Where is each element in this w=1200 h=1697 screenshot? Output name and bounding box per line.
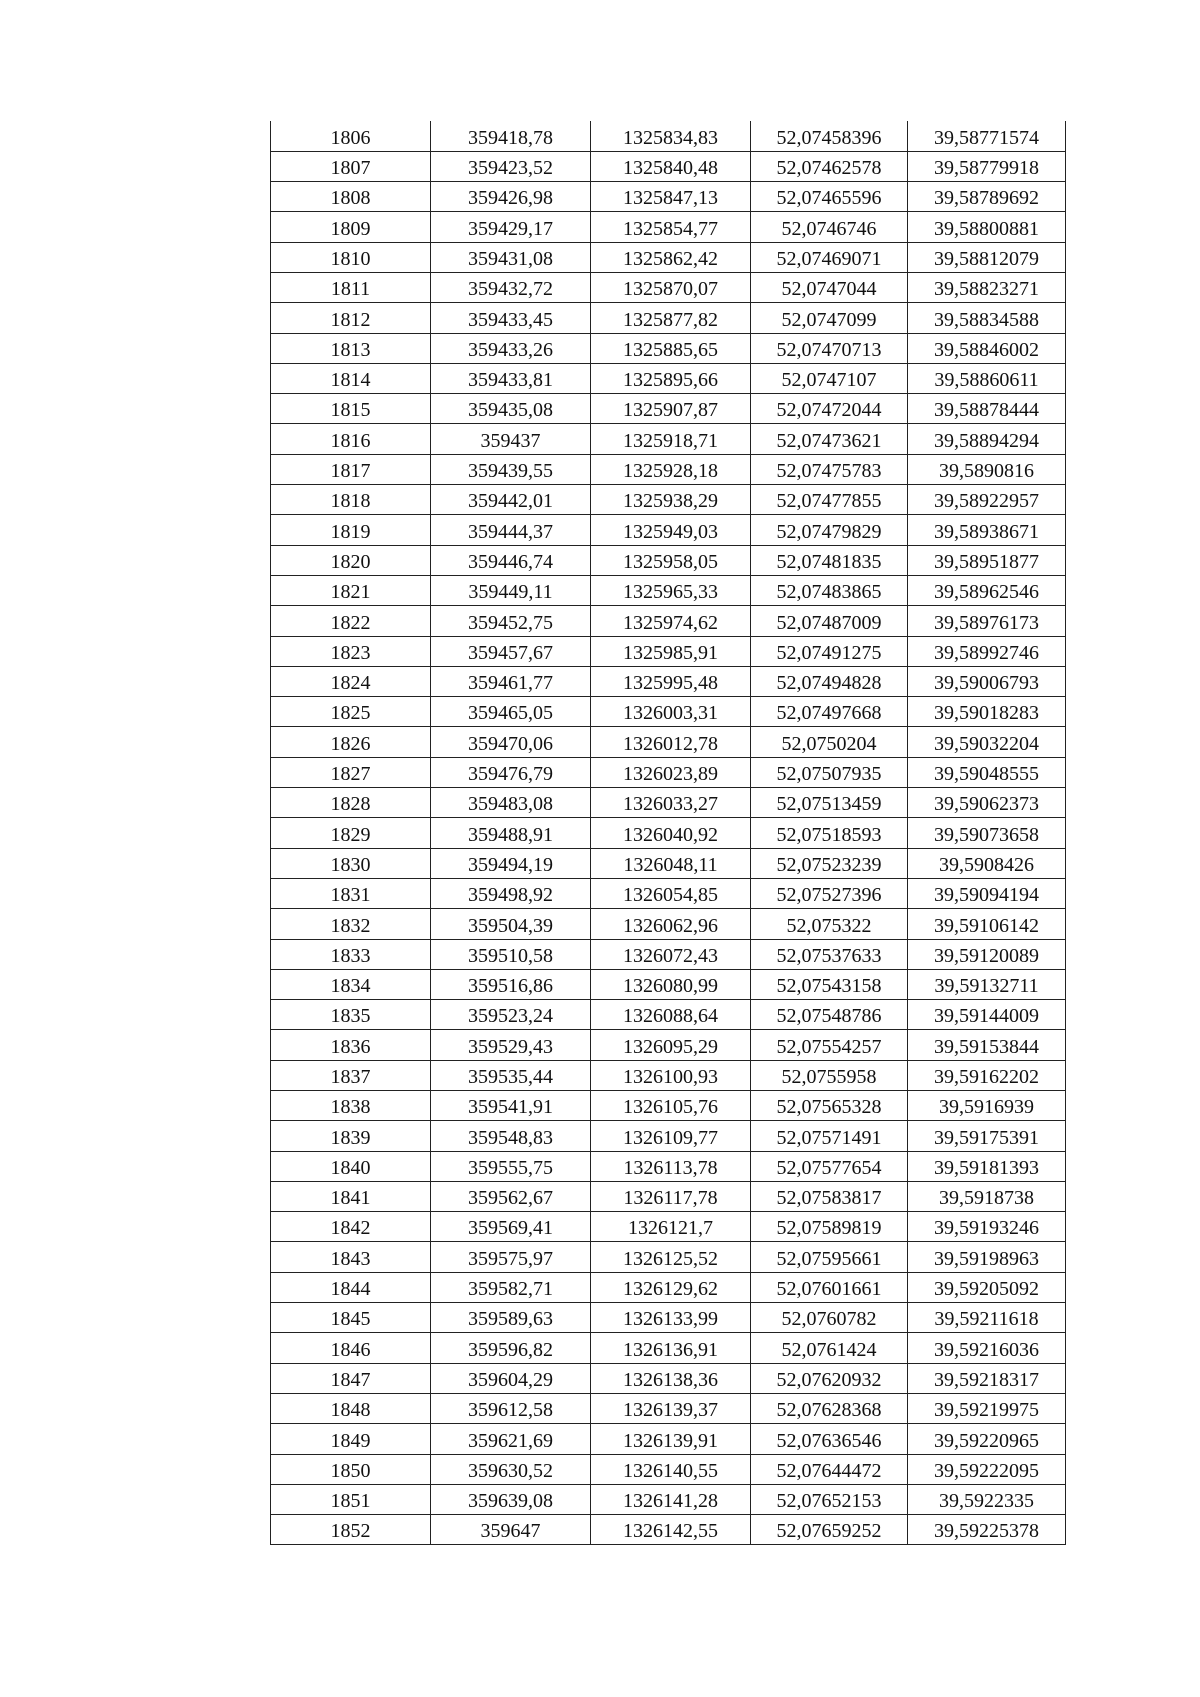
latitude-cell: 52,07475783 (751, 454, 908, 484)
longitude-cell: 39,58938671 (908, 515, 1066, 545)
latitude-cell: 52,07659252 (751, 1515, 908, 1545)
point-number-cell: 1827 (271, 757, 431, 787)
latitude-cell: 52,0747107 (751, 363, 908, 393)
longitude-cell: 39,59225378 (908, 1515, 1066, 1545)
longitude-cell: 39,59162202 (908, 1060, 1066, 1090)
x-coordinate-cell: 359432,72 (431, 272, 591, 302)
x-coordinate-cell: 359488,91 (431, 818, 591, 848)
latitude-cell: 52,07465596 (751, 182, 908, 212)
latitude-cell: 52,07548786 (751, 1000, 908, 1030)
x-coordinate-cell: 359504,39 (431, 909, 591, 939)
longitude-cell: 39,59006793 (908, 666, 1066, 696)
latitude-cell: 52,07513459 (751, 788, 908, 818)
table-row (271, 333, 1066, 363)
point-number-cell: 1811 (271, 272, 431, 302)
latitude-cell: 52,07589819 (751, 1212, 908, 1242)
y-coordinate-cell: 1326136,91 (591, 1333, 751, 1363)
longitude-cell: 39,59062373 (908, 788, 1066, 818)
longitude-cell: 39,58846002 (908, 333, 1066, 363)
y-coordinate-cell: 1326117,78 (591, 1181, 751, 1211)
table-row (271, 666, 1066, 696)
y-coordinate-cell: 1326100,93 (591, 1060, 751, 1090)
y-coordinate-cell: 1326003,31 (591, 697, 751, 727)
point-number-cell: 1823 (271, 636, 431, 666)
x-coordinate-cell: 359457,67 (431, 636, 591, 666)
table-row (271, 1151, 1066, 1181)
table-row (271, 454, 1066, 484)
longitude-cell: 39,58860611 (908, 363, 1066, 393)
latitude-cell: 52,07487009 (751, 606, 908, 636)
point-number-cell: 1813 (271, 333, 431, 363)
latitude-cell: 52,07472044 (751, 394, 908, 424)
longitude-cell: 39,58812079 (908, 242, 1066, 272)
table-row (271, 1393, 1066, 1423)
x-coordinate-cell: 359442,01 (431, 485, 591, 515)
point-number-cell: 1833 (271, 939, 431, 969)
x-coordinate-cell: 359437 (431, 424, 591, 454)
latitude-cell: 52,0746746 (751, 212, 908, 242)
longitude-cell: 39,59018283 (908, 697, 1066, 727)
x-coordinate-cell: 359555,75 (431, 1151, 591, 1181)
point-number-cell: 1832 (271, 909, 431, 939)
y-coordinate-cell: 1325840,48 (591, 151, 751, 181)
point-number-cell: 1845 (271, 1303, 431, 1333)
longitude-cell: 39,58894294 (908, 424, 1066, 454)
latitude-cell: 52,07479829 (751, 515, 908, 545)
point-number-cell: 1852 (271, 1515, 431, 1545)
x-coordinate-cell: 359589,63 (431, 1303, 591, 1333)
x-coordinate-cell: 359596,82 (431, 1333, 591, 1363)
x-coordinate-cell: 359439,55 (431, 454, 591, 484)
latitude-cell: 52,07481835 (751, 545, 908, 575)
longitude-cell: 39,58976173 (908, 606, 1066, 636)
point-number-cell: 1806 (271, 121, 431, 151)
latitude-cell: 52,07620932 (751, 1363, 908, 1393)
longitude-cell: 39,58992746 (908, 636, 1066, 666)
latitude-cell: 52,075322 (751, 909, 908, 939)
latitude-cell: 52,07477855 (751, 485, 908, 515)
longitude-cell: 39,58771574 (908, 121, 1066, 151)
longitude-cell: 39,58823271 (908, 272, 1066, 302)
x-coordinate-cell: 359612,58 (431, 1393, 591, 1423)
latitude-cell: 52,07554257 (751, 1030, 908, 1060)
longitude-cell: 39,5922335 (908, 1484, 1066, 1514)
table-row (271, 969, 1066, 999)
longitude-cell: 39,58834588 (908, 303, 1066, 333)
x-coordinate-cell: 359569,41 (431, 1212, 591, 1242)
latitude-cell: 52,0755958 (751, 1060, 908, 1090)
point-number-cell: 1834 (271, 969, 431, 999)
latitude-cell: 52,07571491 (751, 1121, 908, 1151)
longitude-cell: 39,59181393 (908, 1151, 1066, 1181)
longitude-cell: 39,59219975 (908, 1393, 1066, 1423)
longitude-cell: 39,59220965 (908, 1424, 1066, 1454)
x-coordinate-cell: 359523,24 (431, 1000, 591, 1030)
point-number-cell: 1844 (271, 1272, 431, 1302)
x-coordinate-cell: 359465,05 (431, 697, 591, 727)
latitude-cell: 52,07523239 (751, 848, 908, 878)
point-number-cell: 1825 (271, 697, 431, 727)
y-coordinate-cell: 1326040,92 (591, 818, 751, 848)
longitude-cell: 39,59094194 (908, 878, 1066, 908)
y-coordinate-cell: 1325847,13 (591, 182, 751, 212)
x-coordinate-cell: 359444,37 (431, 515, 591, 545)
table-row (271, 1454, 1066, 1484)
table-row (271, 1303, 1066, 1333)
x-coordinate-cell: 359435,08 (431, 394, 591, 424)
longitude-cell: 39,5916939 (908, 1091, 1066, 1121)
x-coordinate-cell: 359498,92 (431, 878, 591, 908)
point-number-cell: 1809 (271, 212, 431, 242)
latitude-cell: 52,0747099 (751, 303, 908, 333)
y-coordinate-cell: 1325974,62 (591, 606, 751, 636)
x-coordinate-cell: 359461,77 (431, 666, 591, 696)
y-coordinate-cell: 1325895,66 (591, 363, 751, 393)
longitude-cell: 39,59073658 (908, 818, 1066, 848)
y-coordinate-cell: 1326072,43 (591, 939, 751, 969)
point-number-cell: 1840 (271, 1151, 431, 1181)
table-row (271, 242, 1066, 272)
y-coordinate-cell: 1325918,71 (591, 424, 751, 454)
longitude-cell: 39,58878444 (908, 394, 1066, 424)
point-number-cell: 1850 (271, 1454, 431, 1484)
latitude-cell: 52,0761424 (751, 1333, 908, 1363)
longitude-cell: 39,59144009 (908, 1000, 1066, 1030)
y-coordinate-cell: 1325985,91 (591, 636, 751, 666)
table-row (271, 727, 1066, 757)
point-number-cell: 1830 (271, 848, 431, 878)
latitude-cell: 52,07507935 (751, 757, 908, 787)
table-row (271, 424, 1066, 454)
table-row (271, 1060, 1066, 1090)
y-coordinate-cell: 1326140,55 (591, 1454, 751, 1484)
y-coordinate-cell: 1326023,89 (591, 757, 751, 787)
x-coordinate-cell: 359431,08 (431, 242, 591, 272)
longitude-cell: 39,58962546 (908, 575, 1066, 605)
latitude-cell: 52,07483865 (751, 575, 908, 605)
latitude-cell: 52,07458396 (751, 121, 908, 151)
point-number-cell: 1828 (271, 788, 431, 818)
x-coordinate-cell: 359446,74 (431, 545, 591, 575)
point-number-cell: 1838 (271, 1091, 431, 1121)
x-coordinate-cell: 359541,91 (431, 1091, 591, 1121)
y-coordinate-cell: 1326080,99 (591, 969, 751, 999)
table-row (271, 394, 1066, 424)
point-number-cell: 1816 (271, 424, 431, 454)
point-number-cell: 1821 (271, 575, 431, 605)
x-coordinate-cell: 359516,86 (431, 969, 591, 999)
table-row (271, 363, 1066, 393)
table-row (271, 818, 1066, 848)
latitude-cell: 52,07537633 (751, 939, 908, 969)
y-coordinate-cell: 1326125,52 (591, 1242, 751, 1272)
y-coordinate-cell: 1325949,03 (591, 515, 751, 545)
y-coordinate-cell: 1326012,78 (591, 727, 751, 757)
table-row (271, 1000, 1066, 1030)
point-number-cell: 1839 (271, 1121, 431, 1151)
y-coordinate-cell: 1326138,36 (591, 1363, 751, 1393)
point-number-cell: 1820 (271, 545, 431, 575)
x-coordinate-cell: 359429,17 (431, 212, 591, 242)
y-coordinate-cell: 1326109,77 (591, 1121, 751, 1151)
table-row (271, 212, 1066, 242)
latitude-cell: 52,07636546 (751, 1424, 908, 1454)
table-row (271, 1272, 1066, 1302)
latitude-cell: 52,07601661 (751, 1272, 908, 1302)
longitude-cell: 39,5908426 (908, 848, 1066, 878)
longitude-cell: 39,58922957 (908, 485, 1066, 515)
x-coordinate-cell: 359483,08 (431, 788, 591, 818)
x-coordinate-cell: 359418,78 (431, 121, 591, 151)
latitude-cell: 52,07469071 (751, 242, 908, 272)
point-number-cell: 1814 (271, 363, 431, 393)
table-row (271, 1424, 1066, 1454)
table-row (271, 909, 1066, 939)
table-row (271, 1515, 1066, 1545)
latitude-cell: 52,07577654 (751, 1151, 908, 1181)
table-row (271, 1484, 1066, 1514)
x-coordinate-cell: 359562,67 (431, 1181, 591, 1211)
y-coordinate-cell: 1326141,28 (591, 1484, 751, 1514)
table-row (271, 848, 1066, 878)
point-number-cell: 1829 (271, 818, 431, 848)
y-coordinate-cell: 1325995,48 (591, 666, 751, 696)
latitude-cell: 52,07518593 (751, 818, 908, 848)
latitude-cell: 52,07494828 (751, 666, 908, 696)
table-row (271, 303, 1066, 333)
y-coordinate-cell: 1325854,77 (591, 212, 751, 242)
point-number-cell: 1835 (271, 1000, 431, 1030)
x-coordinate-cell: 359494,19 (431, 848, 591, 878)
x-coordinate-cell: 359433,81 (431, 363, 591, 393)
point-number-cell: 1818 (271, 485, 431, 515)
y-coordinate-cell: 1325907,87 (591, 394, 751, 424)
point-number-cell: 1851 (271, 1484, 431, 1514)
longitude-cell: 39,5918738 (908, 1181, 1066, 1211)
point-number-cell: 1846 (271, 1333, 431, 1363)
y-coordinate-cell: 1326095,29 (591, 1030, 751, 1060)
point-number-cell: 1848 (271, 1393, 431, 1423)
x-coordinate-cell: 359510,58 (431, 939, 591, 969)
y-coordinate-cell: 1326062,96 (591, 909, 751, 939)
x-coordinate-cell: 359604,29 (431, 1363, 591, 1393)
point-number-cell: 1807 (271, 151, 431, 181)
longitude-cell: 39,59153844 (908, 1030, 1066, 1060)
x-coordinate-cell: 359452,75 (431, 606, 591, 636)
y-coordinate-cell: 1326139,91 (591, 1424, 751, 1454)
table-row (271, 757, 1066, 787)
longitude-cell: 39,58800881 (908, 212, 1066, 242)
latitude-cell: 52,07491275 (751, 636, 908, 666)
point-number-cell: 1824 (271, 666, 431, 696)
point-number-cell: 1815 (271, 394, 431, 424)
table-row (271, 1030, 1066, 1060)
y-coordinate-cell: 1325965,33 (591, 575, 751, 605)
longitude-cell: 39,59032204 (908, 727, 1066, 757)
point-number-cell: 1831 (271, 878, 431, 908)
x-coordinate-cell: 359647 (431, 1515, 591, 1545)
x-coordinate-cell: 359476,79 (431, 757, 591, 787)
table-row (271, 697, 1066, 727)
x-coordinate-cell: 359449,11 (431, 575, 591, 605)
longitude-cell: 39,59198963 (908, 1242, 1066, 1272)
x-coordinate-cell: 359433,45 (431, 303, 591, 333)
y-coordinate-cell: 1326033,27 (591, 788, 751, 818)
y-coordinate-cell: 1326133,99 (591, 1303, 751, 1333)
table-row (271, 636, 1066, 666)
x-coordinate-cell: 359582,71 (431, 1272, 591, 1302)
y-coordinate-cell: 1326088,64 (591, 1000, 751, 1030)
y-coordinate-cell: 1326054,85 (591, 878, 751, 908)
x-coordinate-cell: 359433,26 (431, 333, 591, 363)
latitude-cell: 52,07473621 (751, 424, 908, 454)
point-number-cell: 1843 (271, 1242, 431, 1272)
x-coordinate-cell: 359621,69 (431, 1424, 591, 1454)
coordinates-table-body (271, 121, 1066, 1545)
longitude-cell: 39,58789692 (908, 182, 1066, 212)
coordinates-table (270, 121, 1066, 1545)
longitude-cell: 39,59106142 (908, 909, 1066, 939)
point-number-cell: 1822 (271, 606, 431, 636)
latitude-cell: 52,07644472 (751, 1454, 908, 1484)
table-row (271, 575, 1066, 605)
point-number-cell: 1810 (271, 242, 431, 272)
y-coordinate-cell: 1325834,83 (591, 121, 751, 151)
longitude-cell: 39,5890816 (908, 454, 1066, 484)
longitude-cell: 39,59205092 (908, 1272, 1066, 1302)
table-row (271, 878, 1066, 908)
table-row (271, 788, 1066, 818)
latitude-cell: 52,07470713 (751, 333, 908, 363)
longitude-cell: 39,59216036 (908, 1333, 1066, 1363)
latitude-cell: 52,0760782 (751, 1303, 908, 1333)
x-coordinate-cell: 359575,97 (431, 1242, 591, 1272)
longitude-cell: 39,58779918 (908, 151, 1066, 181)
x-coordinate-cell: 359426,98 (431, 182, 591, 212)
latitude-cell: 52,07628368 (751, 1393, 908, 1423)
table-row (271, 485, 1066, 515)
point-number-cell: 1841 (271, 1181, 431, 1211)
y-coordinate-cell: 1326113,78 (591, 1151, 751, 1181)
y-coordinate-cell: 1326129,62 (591, 1272, 751, 1302)
table-row (271, 606, 1066, 636)
longitude-cell: 39,59211618 (908, 1303, 1066, 1333)
latitude-cell: 52,07565328 (751, 1091, 908, 1121)
table-row (271, 182, 1066, 212)
x-coordinate-cell: 359630,52 (431, 1454, 591, 1484)
table-row (271, 1333, 1066, 1363)
y-coordinate-cell: 1326105,76 (591, 1091, 751, 1121)
latitude-cell: 52,07527396 (751, 878, 908, 908)
longitude-cell: 39,59222095 (908, 1454, 1066, 1484)
y-coordinate-cell: 1326142,55 (591, 1515, 751, 1545)
y-coordinate-cell: 1325870,07 (591, 272, 751, 302)
point-number-cell: 1812 (271, 303, 431, 333)
latitude-cell: 52,0747044 (751, 272, 908, 302)
point-number-cell: 1837 (271, 1060, 431, 1090)
point-number-cell: 1817 (271, 454, 431, 484)
x-coordinate-cell: 359423,52 (431, 151, 591, 181)
latitude-cell: 52,0750204 (751, 727, 908, 757)
table-row (271, 1181, 1066, 1211)
table-row (271, 151, 1066, 181)
latitude-cell: 52,07595661 (751, 1242, 908, 1272)
point-number-cell: 1847 (271, 1363, 431, 1393)
latitude-cell: 52,07652153 (751, 1484, 908, 1514)
y-coordinate-cell: 1325958,05 (591, 545, 751, 575)
y-coordinate-cell: 1326139,37 (591, 1393, 751, 1423)
table-row (271, 939, 1066, 969)
table-row (271, 1242, 1066, 1272)
y-coordinate-cell: 1325862,42 (591, 242, 751, 272)
longitude-cell: 39,59132711 (908, 969, 1066, 999)
table-row (271, 1212, 1066, 1242)
x-coordinate-cell: 359548,83 (431, 1121, 591, 1151)
y-coordinate-cell: 1325885,65 (591, 333, 751, 363)
table-row (271, 515, 1066, 545)
x-coordinate-cell: 359529,43 (431, 1030, 591, 1060)
y-coordinate-cell: 1326048,11 (591, 848, 751, 878)
point-number-cell: 1808 (271, 182, 431, 212)
x-coordinate-cell: 359470,06 (431, 727, 591, 757)
latitude-cell: 52,07497668 (751, 697, 908, 727)
longitude-cell: 39,59218317 (908, 1363, 1066, 1393)
point-number-cell: 1849 (271, 1424, 431, 1454)
y-coordinate-cell: 1325938,29 (591, 485, 751, 515)
table-row (271, 121, 1066, 151)
y-coordinate-cell: 1325928,18 (591, 454, 751, 484)
latitude-cell: 52,07583817 (751, 1181, 908, 1211)
table-row (271, 1091, 1066, 1121)
y-coordinate-cell: 1325877,82 (591, 303, 751, 333)
table-row (271, 545, 1066, 575)
table-row (271, 1363, 1066, 1393)
longitude-cell: 39,59193246 (908, 1212, 1066, 1242)
table-row (271, 1121, 1066, 1151)
point-number-cell: 1826 (271, 727, 431, 757)
point-number-cell: 1836 (271, 1030, 431, 1060)
longitude-cell: 39,59175391 (908, 1121, 1066, 1151)
x-coordinate-cell: 359639,08 (431, 1484, 591, 1514)
point-number-cell: 1842 (271, 1212, 431, 1242)
y-coordinate-cell: 1326121,7 (591, 1212, 751, 1242)
x-coordinate-cell: 359535,44 (431, 1060, 591, 1090)
latitude-cell: 52,07462578 (751, 151, 908, 181)
longitude-cell: 39,59048555 (908, 757, 1066, 787)
latitude-cell: 52,07543158 (751, 969, 908, 999)
longitude-cell: 39,59120089 (908, 939, 1066, 969)
point-number-cell: 1819 (271, 515, 431, 545)
table-row (271, 272, 1066, 302)
longitude-cell: 39,58951877 (908, 545, 1066, 575)
